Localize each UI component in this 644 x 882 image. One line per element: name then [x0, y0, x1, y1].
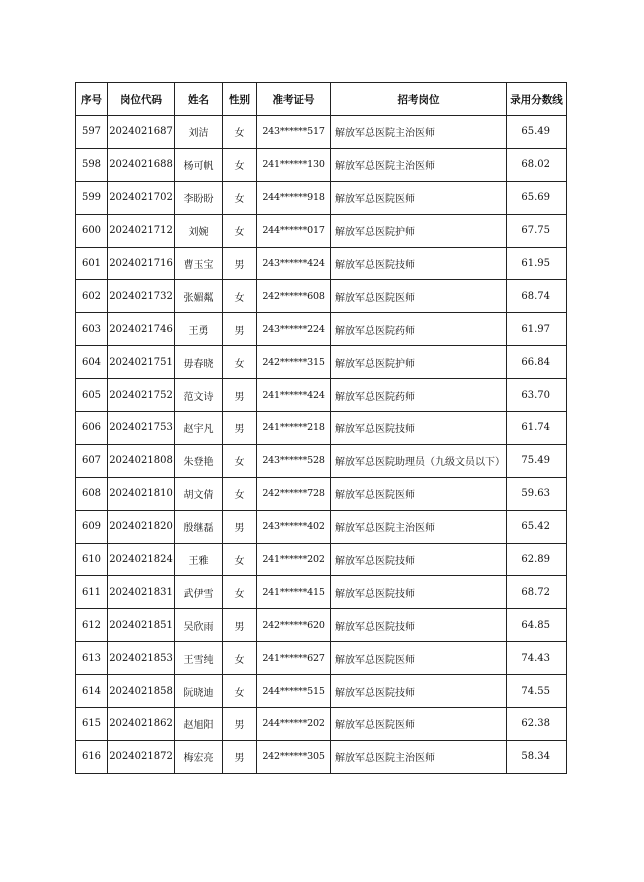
cell-gender: 女 — [223, 477, 257, 510]
header-post-code: 岗位代码 — [108, 83, 175, 116]
cell-gender: 男 — [223, 313, 257, 346]
table-row — [76, 148, 567, 181]
cell-exam-number: 241******424 — [257, 379, 331, 412]
cell-recruit-post: 解放军总医院护师 — [331, 214, 507, 247]
cell-gender: 男 — [223, 609, 257, 642]
cell-score-line: 61.74 — [507, 412, 567, 445]
table-row — [76, 543, 567, 576]
cell-recruit-post: 解放军总医院技师 — [331, 609, 507, 642]
cell-name: 殷继磊 — [175, 510, 223, 543]
cell-seq: 614 — [76, 675, 108, 708]
cell-gender: 男 — [223, 740, 257, 773]
table-row — [76, 412, 567, 445]
cell-name: 朱登艳 — [175, 444, 223, 477]
cell-post-code: 2024021858 — [108, 675, 175, 708]
cell-seq: 607 — [76, 444, 108, 477]
cell-exam-number: 241******415 — [257, 576, 331, 609]
table-row — [76, 346, 567, 379]
cell-score-line: 61.95 — [507, 247, 567, 280]
cell-name: 李盼盼 — [175, 181, 223, 214]
cell-score-line: 75.49 — [507, 444, 567, 477]
cell-gender: 男 — [223, 247, 257, 280]
cell-score-line: 63.70 — [507, 379, 567, 412]
cell-exam-number: 242******608 — [257, 280, 331, 313]
table-row — [76, 740, 567, 773]
cell-recruit-post: 解放军总医院技师 — [331, 412, 507, 445]
cell-gender: 男 — [223, 379, 257, 412]
cell-seq: 600 — [76, 214, 108, 247]
cell-seq: 601 — [76, 247, 108, 280]
cell-post-code: 2024021688 — [108, 148, 175, 181]
cell-score-line: 67.75 — [507, 214, 567, 247]
cell-score-line: 65.49 — [507, 116, 567, 149]
cell-recruit-post: 解放军总医院主治医师 — [331, 510, 507, 543]
cell-name: 曹玉宝 — [175, 247, 223, 280]
cell-name: 梅宏亮 — [175, 740, 223, 773]
table-row — [76, 116, 567, 149]
cell-recruit-post: 解放军总医院技师 — [331, 247, 507, 280]
table-row — [76, 708, 567, 741]
table-row — [76, 576, 567, 609]
cell-exam-number: 241******218 — [257, 412, 331, 445]
cell-seq: 612 — [76, 609, 108, 642]
cell-name: 王雅 — [175, 543, 223, 576]
cell-recruit-post: 解放军总医院医师 — [331, 477, 507, 510]
cell-recruit-post: 解放军总医院助理员（九级文员以下） — [331, 444, 507, 477]
table-header — [76, 83, 567, 116]
cell-recruit-post: 解放军总医院护师 — [331, 346, 507, 379]
cell-recruit-post: 解放军总医院医师 — [331, 280, 507, 313]
cell-recruit-post: 解放军总医院医师 — [331, 181, 507, 214]
cell-seq: 598 — [76, 148, 108, 181]
cell-seq: 603 — [76, 313, 108, 346]
cell-exam-number: 244******515 — [257, 675, 331, 708]
cell-name: 赵宇凡 — [175, 412, 223, 445]
cell-score-line: 74.43 — [507, 642, 567, 675]
cell-score-line: 61.97 — [507, 313, 567, 346]
cell-exam-number: 242******728 — [257, 477, 331, 510]
cell-score-line: 58.34 — [507, 740, 567, 773]
cell-score-line: 62.89 — [507, 543, 567, 576]
table-body — [76, 116, 567, 774]
cell-seq: 613 — [76, 642, 108, 675]
table-row — [76, 642, 567, 675]
cell-post-code: 2024021872 — [108, 740, 175, 773]
table-row — [76, 379, 567, 412]
cell-seq: 608 — [76, 477, 108, 510]
cell-seq: 609 — [76, 510, 108, 543]
header-gender: 性别 — [223, 83, 257, 116]
header-name: 姓名 — [175, 83, 223, 116]
cell-exam-number: 242******315 — [257, 346, 331, 379]
cell-exam-number: 241******627 — [257, 642, 331, 675]
cell-score-line: 68.02 — [507, 148, 567, 181]
cell-name: 张媚粼 — [175, 280, 223, 313]
cell-recruit-post: 解放军总医院主治医师 — [331, 116, 507, 149]
cell-gender: 女 — [223, 181, 257, 214]
table-row — [76, 675, 567, 708]
table-row — [76, 247, 567, 280]
cell-recruit-post: 解放军总医院技师 — [331, 675, 507, 708]
cell-gender: 女 — [223, 543, 257, 576]
cell-post-code: 2024021753 — [108, 412, 175, 445]
table-row — [76, 280, 567, 313]
cell-gender: 女 — [223, 214, 257, 247]
admission-score-table — [75, 82, 567, 774]
cell-recruit-post: 解放军总医院医师 — [331, 642, 507, 675]
cell-post-code: 2024021732 — [108, 280, 175, 313]
cell-post-code: 2024021687 — [108, 116, 175, 149]
cell-score-line: 62.38 — [507, 708, 567, 741]
cell-seq: 602 — [76, 280, 108, 313]
cell-exam-number: 244******202 — [257, 708, 331, 741]
table-row — [76, 444, 567, 477]
cell-post-code: 2024021752 — [108, 379, 175, 412]
cell-seq: 616 — [76, 740, 108, 773]
cell-seq: 606 — [76, 412, 108, 445]
cell-gender: 男 — [223, 708, 257, 741]
cell-name: 赵旭阳 — [175, 708, 223, 741]
cell-gender: 女 — [223, 148, 257, 181]
cell-seq: 611 — [76, 576, 108, 609]
cell-post-code: 2024021716 — [108, 247, 175, 280]
cell-post-code: 2024021851 — [108, 609, 175, 642]
cell-recruit-post: 解放军总医院技师 — [331, 576, 507, 609]
cell-exam-number: 243******424 — [257, 247, 331, 280]
table-row — [76, 477, 567, 510]
cell-name: 刘婉 — [175, 214, 223, 247]
cell-name: 刘洁 — [175, 116, 223, 149]
header-exam-number: 准考证号 — [257, 83, 331, 116]
cell-recruit-post: 解放军总医院药师 — [331, 379, 507, 412]
cell-post-code: 2024021702 — [108, 181, 175, 214]
cell-post-code: 2024021751 — [108, 346, 175, 379]
table-row — [76, 181, 567, 214]
cell-post-code: 2024021746 — [108, 313, 175, 346]
cell-recruit-post: 解放军总医院医师 — [331, 708, 507, 741]
cell-post-code: 2024021712 — [108, 214, 175, 247]
cell-recruit-post: 解放军总医院主治医师 — [331, 148, 507, 181]
cell-name: 毋春晓 — [175, 346, 223, 379]
cell-name: 王勇 — [175, 313, 223, 346]
cell-post-code: 2024021824 — [108, 543, 175, 576]
cell-name: 吴欣雨 — [175, 609, 223, 642]
header-seq: 序号 — [76, 83, 108, 116]
cell-score-line: 65.42 — [507, 510, 567, 543]
cell-seq: 615 — [76, 708, 108, 741]
cell-seq: 597 — [76, 116, 108, 149]
cell-exam-number: 242******305 — [257, 740, 331, 773]
cell-gender: 女 — [223, 280, 257, 313]
cell-score-line: 68.72 — [507, 576, 567, 609]
cell-gender: 女 — [223, 116, 257, 149]
header-recruit-post: 招考岗位 — [331, 83, 507, 116]
header-score-line: 录用分数线 — [507, 83, 567, 116]
table-row — [76, 609, 567, 642]
cell-name: 胡文倩 — [175, 477, 223, 510]
cell-name: 杨可帆 — [175, 148, 223, 181]
cell-name: 范文诗 — [175, 379, 223, 412]
cell-seq: 599 — [76, 181, 108, 214]
cell-post-code: 2024021820 — [108, 510, 175, 543]
cell-gender: 女 — [223, 444, 257, 477]
cell-post-code: 2024021862 — [108, 708, 175, 741]
cell-recruit-post: 解放军总医院技师 — [331, 543, 507, 576]
cell-exam-number: 244******918 — [257, 181, 331, 214]
cell-post-code: 2024021853 — [108, 642, 175, 675]
cell-gender: 女 — [223, 675, 257, 708]
cell-exam-number: 243******224 — [257, 313, 331, 346]
cell-seq: 605 — [76, 379, 108, 412]
cell-gender: 女 — [223, 346, 257, 379]
cell-exam-number: 241******202 — [257, 543, 331, 576]
cell-exam-number: 241******130 — [257, 148, 331, 181]
cell-gender: 女 — [223, 642, 257, 675]
cell-score-line: 59.63 — [507, 477, 567, 510]
cell-gender: 男 — [223, 412, 257, 445]
cell-exam-number: 243******517 — [257, 116, 331, 149]
cell-gender: 女 — [223, 576, 257, 609]
cell-score-line: 65.69 — [507, 181, 567, 214]
cell-recruit-post: 解放军总医院主治医师 — [331, 740, 507, 773]
cell-name: 王雪纯 — [175, 642, 223, 675]
cell-exam-number: 243******402 — [257, 510, 331, 543]
header-row — [76, 83, 567, 116]
cell-exam-number: 244******017 — [257, 214, 331, 247]
cell-name: 武伊雪 — [175, 576, 223, 609]
cell-name: 阮晓迪 — [175, 675, 223, 708]
cell-score-line: 74.55 — [507, 675, 567, 708]
table-row — [76, 313, 567, 346]
cell-score-line: 66.84 — [507, 346, 567, 379]
cell-gender: 男 — [223, 510, 257, 543]
table-row — [76, 214, 567, 247]
cell-seq: 610 — [76, 543, 108, 576]
cell-score-line: 64.85 — [507, 609, 567, 642]
table-row — [76, 510, 567, 543]
cell-exam-number: 243******528 — [257, 444, 331, 477]
cell-seq: 604 — [76, 346, 108, 379]
cell-post-code: 2024021831 — [108, 576, 175, 609]
cell-post-code: 2024021810 — [108, 477, 175, 510]
cell-score-line: 68.74 — [507, 280, 567, 313]
cell-post-code: 2024021808 — [108, 444, 175, 477]
cell-exam-number: 242******620 — [257, 609, 331, 642]
cell-recruit-post: 解放军总医院药师 — [331, 313, 507, 346]
